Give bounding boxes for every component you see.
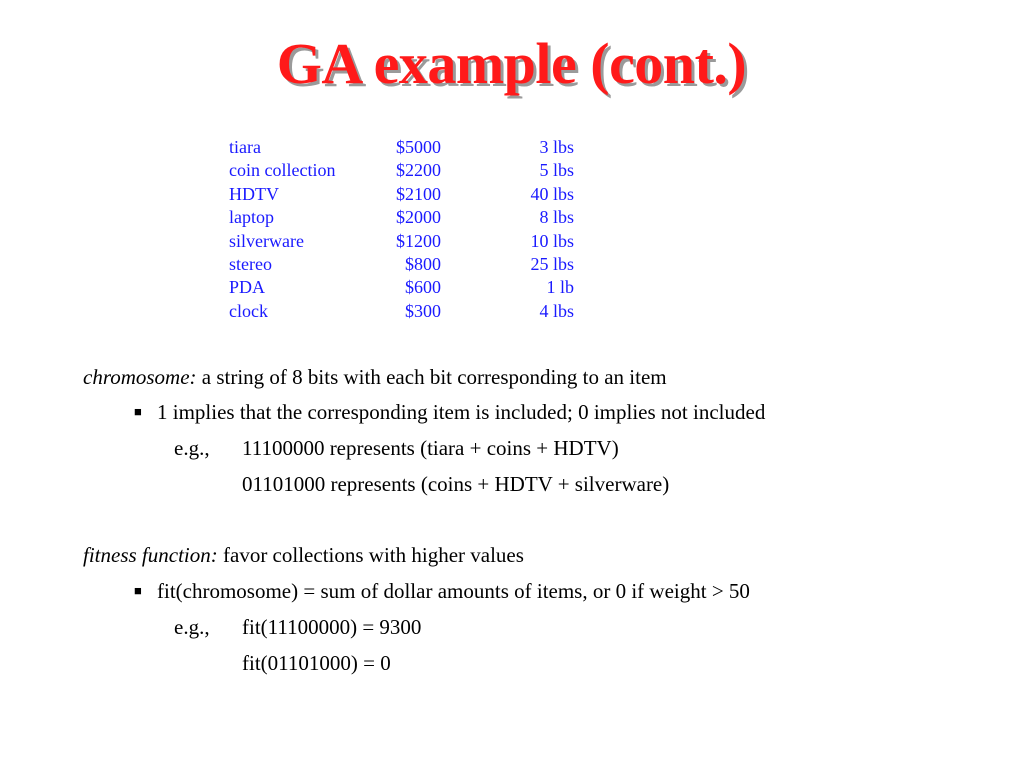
item-price: $800: [405, 253, 441, 274]
item-price: $2100: [396, 183, 441, 204]
item-weight: 1 lb: [546, 277, 574, 298]
fitness-text: favor collections with higher values: [217, 543, 524, 567]
fitness-example-2: fit(01101000) = 0: [242, 651, 391, 675]
item-weight: 5 lbs: [539, 160, 574, 181]
item-name: stereo: [229, 253, 272, 274]
item-weight: 4 lbs: [539, 300, 574, 321]
item-price: $1200: [396, 230, 441, 251]
item-name: laptop: [229, 207, 274, 228]
item-weight: 3 lbs: [539, 137, 574, 157]
item-weight: 8 lbs: [539, 207, 574, 228]
item-name: tiara: [229, 137, 261, 157]
item-name: coin collection: [229, 160, 336, 181]
item-weight: 10 lbs: [530, 230, 574, 251]
item-weight: 25 lbs: [530, 253, 574, 274]
chromosome-definition: [83, 364, 667, 390]
fitness-example-1: fit(11100000) = 9300: [242, 615, 422, 639]
slide-title: GA example (cont.): [276, 31, 747, 96]
item-name: clock: [229, 300, 268, 321]
chromosome-example-2: 01101000 represents (coins + HDTV + silverware): [242, 472, 670, 496]
item-price: $600: [405, 277, 441, 298]
fitness-bullet: fit(chromosome) = sum of dollar amounts of items, or 0 if weight > 50: [157, 579, 750, 603]
item-price: $2000: [396, 207, 441, 228]
item-price: $300: [405, 300, 441, 321]
item-name: HDTV: [229, 183, 279, 204]
chromosome-bullet: 1 implies that the corresponding item is included; 0 implies not included: [157, 400, 766, 424]
item-price: $5000: [396, 137, 441, 157]
chromosome-text: a string of 8 bits with each bit corresponding to an item: [196, 365, 667, 389]
fitness-term: fitness function:: [83, 543, 218, 567]
bullet-square-icon: ■: [134, 404, 142, 419]
item-name: silverware: [229, 230, 304, 251]
item-price: $2200: [396, 160, 441, 181]
item-weight: 40 lbs: [530, 183, 574, 204]
fitness-example-label: e.g.,: [174, 615, 210, 639]
bullet-square-icon: ■: [134, 583, 142, 598]
item-name: PDA: [229, 277, 266, 298]
chromosome-term: chromosome:: [83, 365, 197, 389]
fitness-definition: [83, 542, 524, 568]
chromosome-example-1: 11100000 represents (tiara + coins + HDTV): [242, 436, 619, 460]
chromosome-example-label: e.g.,: [174, 436, 210, 460]
